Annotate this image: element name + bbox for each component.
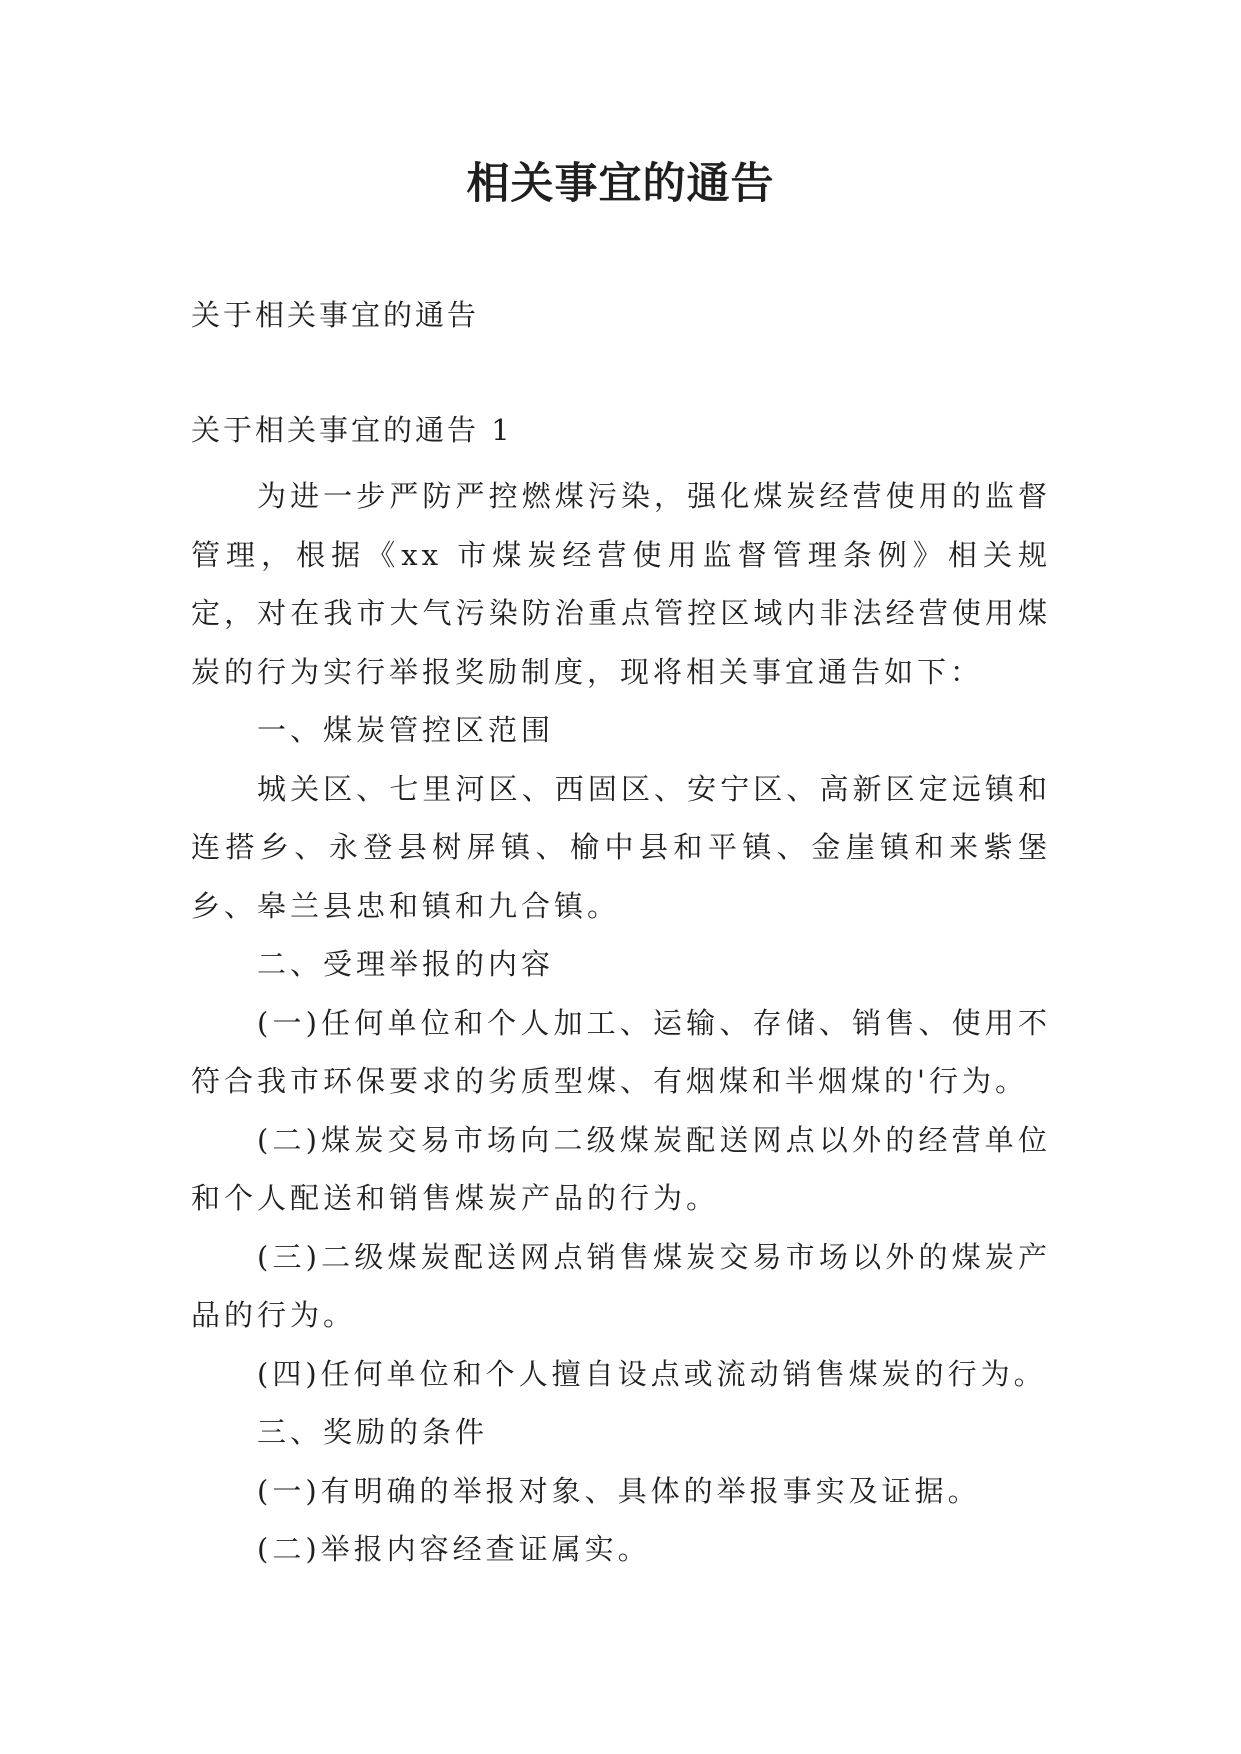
heading-reward-conditions: 三、奖励的条件 xyxy=(257,1415,489,1449)
paragraph-control-area: 城关区、七里河区、西固区、安宁区、高新区定远镇和连搭乡、永登县树屏镇、榆中县和平镇、金崖镇和来紫堡乡、皋兰县忠和镇和九合镇。 xyxy=(191,771,1051,923)
document-title: 相关事宜的通告 xyxy=(466,159,775,209)
paragraph-reward-item-1: (一)有明确的举报对象、具体的举报事实及证据。 xyxy=(257,1473,981,1508)
heading-control-area: 一、煤炭管控区范围 xyxy=(257,713,555,747)
paragraph-report-item-3: (三)二级煤炭配送网点销售煤炭交易市场以外的煤炭产品的行为。 xyxy=(191,1239,1051,1332)
paragraph-reward-item-2: (二)举报内容经查证属实。 xyxy=(257,1532,651,1566)
paragraph-report-item-1: (一)任何单位和个人加工、运输、存储、销售、使用不符合我市环保要求的劣质型煤、有烟煤和半烟煤的'行为。 xyxy=(191,1005,1051,1098)
paragraph-report-item-2: (二)煤炭交易市场向二级煤炭配送网点以外的经营单位和个人配送和销售煤炭产品的行为。 xyxy=(191,1122,1051,1215)
document-subtitle: 关于相关事宜的通告 xyxy=(191,298,480,332)
body-text xyxy=(191,467,1051,1579)
section-heading: 关于相关事宜的通告 1 xyxy=(191,413,513,447)
paragraph-report-item-4: (四)任何单位和个人擅自设点或流动销售煤炭的行为。 xyxy=(257,1356,1047,1391)
paragraph-intro: 为进一步严防严控燃煤污染，强化煤炭经营使用的监督管理，根据《xx 市煤炭经营使用监督管理条例》相关规定，对在我市大气污染防治重点管控区域内非法经营使用煤炭的行为实行举报奖励制度，现将相关事宜通告如下： xyxy=(191,479,1051,689)
heading-report-content: 二、受理举报的内容 xyxy=(257,947,555,981)
